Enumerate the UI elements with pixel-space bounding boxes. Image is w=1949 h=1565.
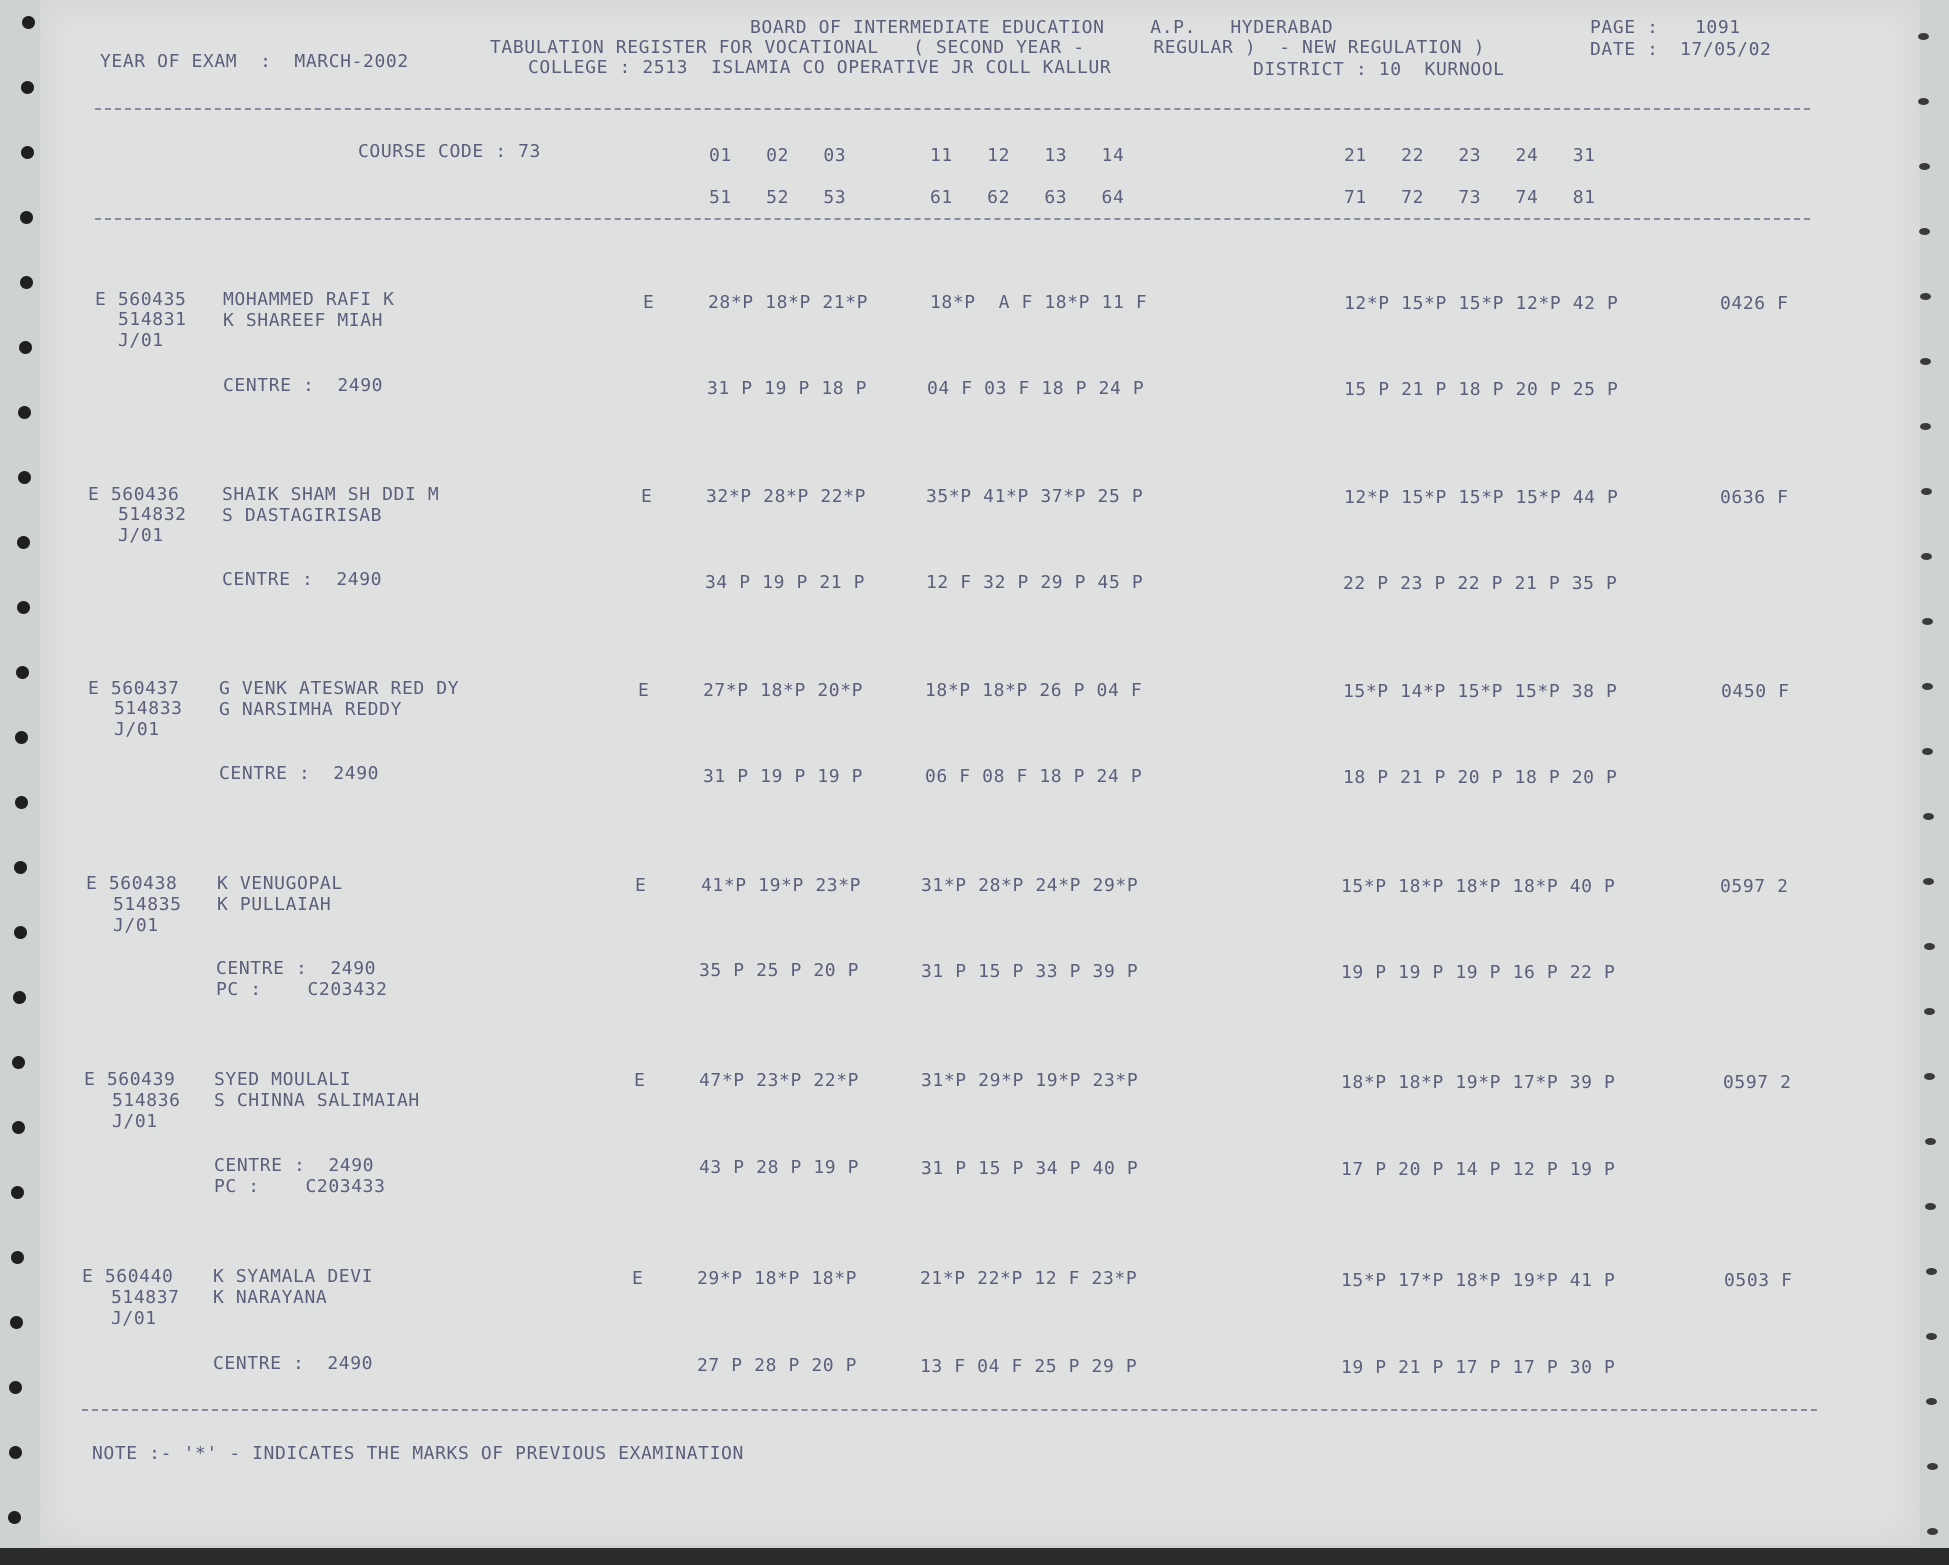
- feed-hole: [1924, 943, 1935, 950]
- hall-ticket: E 560435: [95, 289, 187, 310]
- student-code: J/01: [118, 330, 164, 351]
- marks-row1-group1: 32*P 28*P 22*P: [706, 486, 867, 507]
- feed-hole: [21, 81, 34, 94]
- feed-hole: [13, 991, 26, 1004]
- feed-hole: [12, 1121, 25, 1134]
- subject-codes-3: 21 22 23 24 31: [1344, 145, 1596, 166]
- marks-row1-group1: 27*P 18*P 20*P: [703, 680, 864, 701]
- total-result: 0426 F: [1720, 293, 1789, 314]
- footnote: NOTE :- '*' - INDICATES THE MARKS OF PREVIOUS EXAMINATION: [92, 1443, 744, 1464]
- subject-codes-2: 11 12 13 14: [930, 145, 1125, 166]
- feed-hole: [15, 731, 28, 744]
- marks-row2-group1: 31 P 19 P 19 P: [703, 766, 864, 787]
- feed-hole: [1925, 1203, 1936, 1210]
- feed-hole: [1921, 488, 1932, 495]
- feed-hole: [9, 1381, 22, 1394]
- reg-number: 514832: [118, 504, 187, 525]
- feed-hole: [9, 1446, 22, 1459]
- father-name: K PULLAIAH: [217, 894, 332, 915]
- marks-row2-group2: 13 F 04 F 25 P 29 P: [920, 1356, 1138, 1377]
- reg-number: 514833: [114, 698, 183, 719]
- father-name: G NARSIMHA REDDY: [219, 699, 402, 720]
- marks-row1-group1: 47*P 23*P 22*P: [699, 1070, 860, 1091]
- feed-hole: [1919, 228, 1930, 235]
- reg-number: 514831: [118, 309, 187, 330]
- centre: CENTRE : 2490: [213, 1353, 374, 1374]
- student-name: SYED MOULALI: [214, 1069, 352, 1090]
- hall-ticket: E 560439: [84, 1069, 176, 1090]
- total-result: 0597 2: [1720, 876, 1789, 897]
- feed-hole: [1927, 1463, 1938, 1470]
- marks-row2-group2: 31 P 15 P 34 P 40 P: [921, 1158, 1139, 1179]
- hall-ticket: E 560438: [86, 873, 178, 894]
- feed-hole: [16, 666, 29, 679]
- centre: CENTRE : 2490: [222, 569, 383, 590]
- medium: E: [634, 1070, 646, 1091]
- divider-header: [95, 218, 1810, 220]
- marks-row2-group2: 31 P 15 P 33 P 39 P: [921, 961, 1139, 982]
- medium: E: [643, 292, 655, 313]
- father-name: S CHINNA SALIMAIAH: [214, 1090, 420, 1111]
- student-code: J/01: [114, 719, 160, 740]
- feed-hole: [1920, 293, 1931, 300]
- print-date: 17/05/02: [1680, 39, 1772, 60]
- marks-row2-group1: 31 P 19 P 18 P: [707, 378, 868, 399]
- medium: E: [638, 680, 650, 701]
- hall-ticket: E 560440: [82, 1266, 174, 1287]
- total-result: 0503 F: [1724, 1270, 1793, 1291]
- marks-row1-group1: 29*P 18*P 18*P: [697, 1268, 858, 1289]
- feed-hole: [1926, 1398, 1937, 1405]
- medium: E: [635, 875, 647, 896]
- student-code: J/01: [113, 915, 159, 936]
- feed-hole: [18, 471, 31, 484]
- reg-number: 514835: [113, 894, 182, 915]
- marks-row2-group2: 12 F 32 P 29 P 45 P: [926, 572, 1144, 593]
- marks-row2-group1: 34 P 19 P 21 P: [705, 572, 866, 593]
- marks-row2-group3: 19 P 21 P 17 P 17 P 30 P: [1341, 1357, 1616, 1378]
- feed-hole: [10, 1316, 23, 1329]
- feed-hole: [17, 536, 30, 549]
- board-title: BOARD OF INTERMEDIATE EDUCATION A.P. HYDERABAD: [750, 17, 1334, 38]
- year-of-exam: YEAR OF EXAM : MARCH-2002: [100, 51, 409, 72]
- page-label: PAGE :: [1590, 17, 1659, 38]
- feed-hole: [1926, 1333, 1937, 1340]
- centre: CENTRE : 2490: [216, 958, 377, 979]
- marks-row1-group2: 35*P 41*P 37*P 25 P: [926, 486, 1144, 507]
- marks-row1-group1: 28*P 18*P 21*P: [708, 292, 869, 313]
- marks-row2-group3: 22 P 23 P 22 P 21 P 35 P: [1343, 573, 1618, 594]
- father-name: K SHAREEF MIAH: [223, 310, 384, 331]
- feed-hole: [18, 406, 31, 419]
- total-result: 0636 F: [1720, 487, 1789, 508]
- marks-row1-group3: 12*P 15*P 15*P 12*P 42 P: [1344, 293, 1619, 314]
- feed-hole: [1921, 553, 1932, 560]
- student-name: SHAIK SHAM SH DDI M: [222, 484, 440, 505]
- marks-row1-group2: 31*P 28*P 24*P 29*P: [921, 875, 1139, 896]
- marks-row2-group3: 19 P 19 P 19 P 16 P 22 P: [1341, 962, 1616, 983]
- marks-row1-group3: 15*P 18*P 18*P 18*P 40 P: [1341, 876, 1616, 897]
- pc-number: PC : C203433: [214, 1176, 386, 1197]
- student-code: J/01: [111, 1308, 157, 1329]
- feed-hole: [1920, 423, 1931, 430]
- marks-row1-group2: 31*P 29*P 19*P 23*P: [921, 1070, 1139, 1091]
- feed-hole: [1927, 1528, 1938, 1535]
- feed-hole: [19, 341, 32, 354]
- feed-hole: [1922, 618, 1933, 625]
- student-name: K VENUGOPAL: [217, 873, 343, 894]
- father-name: S DASTAGIRISAB: [222, 505, 383, 526]
- college-info: COLLEGE : 2513 ISLAMIA CO OPERATIVE JR COLL KALLUR: [528, 57, 1112, 78]
- pc-number: PC : C203432: [216, 979, 388, 1000]
- subject-codes-1: 01 02 03: [709, 145, 847, 166]
- feed-hole: [20, 276, 33, 289]
- marks-row1-group1: 41*P 19*P 23*P: [701, 875, 862, 896]
- scanner-edge: [0, 1548, 1949, 1565]
- student-code: J/01: [112, 1111, 158, 1132]
- marks-row2-group3: 18 P 21 P 20 P 18 P 20 P: [1343, 767, 1618, 788]
- hall-ticket: E 560437: [88, 678, 180, 699]
- centre: CENTRE : 2490: [214, 1155, 375, 1176]
- subject-codes-5: 61 62 63 64: [930, 187, 1125, 208]
- marks-row2-group2: 04 F 03 F 18 P 24 P: [927, 378, 1145, 399]
- centre: CENTRE : 2490: [223, 375, 384, 396]
- feed-hole: [14, 926, 27, 939]
- date-label: DATE :: [1590, 39, 1659, 60]
- marks-row1-group3: 12*P 15*P 15*P 15*P 44 P: [1344, 487, 1619, 508]
- marks-row2-group2: 06 F 08 F 18 P 24 P: [925, 766, 1143, 787]
- page-number: 1091: [1695, 17, 1741, 38]
- divider-bottom: [82, 1409, 1817, 1411]
- feed-hole: [11, 1251, 24, 1264]
- student-name: MOHAMMED RAFI K: [223, 289, 395, 310]
- feed-hole: [1923, 878, 1934, 885]
- centre: CENTRE : 2490: [219, 763, 380, 784]
- feed-hole: [1922, 683, 1933, 690]
- divider-top: [95, 108, 1810, 110]
- feed-hole: [14, 861, 27, 874]
- reg-number: 514836: [112, 1090, 181, 1111]
- marks-row2-group1: 43 P 28 P 19 P: [699, 1157, 860, 1178]
- subject-codes-6: 71 72 73 74 81: [1344, 187, 1596, 208]
- medium: E: [641, 486, 653, 507]
- marks-row1-group2: 21*P 22*P 12 F 23*P: [920, 1268, 1138, 1289]
- subject-codes-4: 51 52 53: [709, 187, 847, 208]
- marks-row2-group1: 27 P 28 P 20 P: [697, 1355, 858, 1376]
- student-code: J/01: [118, 525, 164, 546]
- feed-hole: [1925, 1138, 1936, 1145]
- feed-hole: [1918, 33, 1929, 40]
- total-result: 0597 2: [1723, 1072, 1792, 1093]
- feed-hole: [1924, 1073, 1935, 1080]
- district-info: DISTRICT : 10 KURNOOL: [1253, 59, 1505, 80]
- marks-row1-group3: 15*P 14*P 15*P 15*P 38 P: [1343, 681, 1618, 702]
- marks-row1-group3: 18*P 18*P 19*P 17*P 39 P: [1341, 1072, 1616, 1093]
- feed-hole: [1924, 1008, 1935, 1015]
- feed-hole: [1919, 163, 1930, 170]
- feed-hole: [22, 16, 35, 29]
- feed-hole: [1926, 1268, 1937, 1275]
- register-title: TABULATION REGISTER FOR VOCATIONAL ( SECOND YEAR - REGULAR ) - NEW REGULATION ): [490, 37, 1486, 58]
- feed-hole: [12, 1056, 25, 1069]
- feed-hole: [1922, 748, 1933, 755]
- feed-hole: [21, 146, 34, 159]
- feed-hole: [8, 1511, 21, 1524]
- feed-hole: [1918, 98, 1929, 105]
- feed-hole: [11, 1186, 24, 1199]
- reg-number: 514837: [111, 1287, 180, 1308]
- student-name: G VENK ATESWAR RED DY: [219, 678, 460, 699]
- father-name: K NARAYANA: [213, 1287, 328, 1308]
- medium: E: [632, 1268, 644, 1289]
- feed-hole: [17, 601, 30, 614]
- marks-row2-group3: 15 P 21 P 18 P 20 P 25 P: [1344, 379, 1619, 400]
- marks-row1-group3: 15*P 17*P 18*P 19*P 41 P: [1341, 1270, 1616, 1291]
- feed-hole: [20, 211, 33, 224]
- marks-row2-group1: 35 P 25 P 20 P: [699, 960, 860, 981]
- marks-row1-group2: 18*P 18*P 26 P 04 F: [925, 680, 1143, 701]
- hall-ticket: E 560436: [88, 484, 180, 505]
- feed-hole: [15, 796, 28, 809]
- marks-row2-group3: 17 P 20 P 14 P 12 P 19 P: [1341, 1159, 1616, 1180]
- total-result: 0450 F: [1721, 681, 1790, 702]
- feed-hole: [1920, 358, 1931, 365]
- course-code: COURSE CODE : 73: [358, 141, 541, 162]
- student-name: K SYAMALA DEVI: [213, 1266, 374, 1287]
- marks-row1-group2: 18*P A F 18*P 11 F: [930, 292, 1148, 313]
- feed-hole: [1923, 813, 1934, 820]
